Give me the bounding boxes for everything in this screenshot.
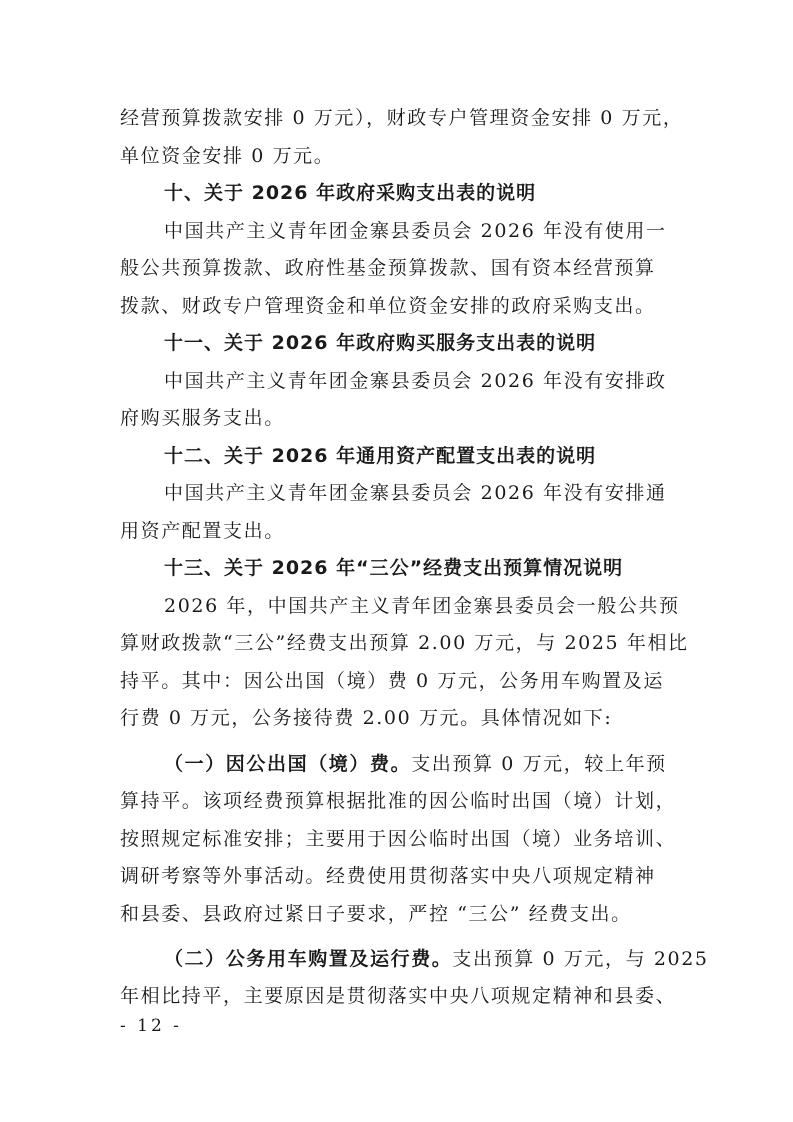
section-heading-10: 十、关于 2026 年政府采购支出表的说明	[164, 182, 537, 204]
body-line: 用资产配置支出。	[120, 520, 285, 542]
body-line: 中国共产主义青年团金寨县委员会 2026 年没有使用一	[164, 220, 667, 242]
body-line: 按照规定标准安排；主要用于因公临时出国（境）业务培训、	[120, 828, 677, 850]
body-line: 中国共产主义青年团金寨县委员会 2026 年没有安排政	[164, 370, 667, 392]
item-1-text: 支出预算 0 万元，较上年预	[411, 753, 667, 775]
item-1-line	[164, 752, 667, 776]
body-line: 算财政拨款“三公”经费支出预算 2.00 万元，与 2025 年相比	[120, 632, 689, 654]
item-2-line	[164, 947, 709, 971]
body-line: 2026 年，中国共产主义青年团金寨县委员会一般公共预	[164, 595, 680, 617]
body-line: 调研考察等外事活动。经费使用贯彻落实中央八项规定精神	[120, 865, 656, 887]
body-line: 年相比持平，主要原因是贯彻落实中央八项规定精神和县委、	[120, 985, 677, 1007]
body-line: 中国共产主义青年团金寨县委员会 2026 年没有安排通	[164, 482, 667, 504]
section-heading-13: 十三、关于 2026 年“三公”经费支出预算情况说明	[164, 557, 624, 579]
body-line: 和县委、县政府过紧日子要求，严控 “三公” 经费支出。	[120, 903, 632, 925]
body-line: 单位资金安排 0 万元。	[120, 145, 335, 167]
body-line: 行费 0 万元，公务接待费 2.00 万元。具体情况如下:	[120, 707, 613, 729]
body-line: 持平。其中：因公出国（境）费 0 万元，公务用车购置及运	[120, 670, 664, 692]
item-2-text: 支出预算 0 万元，与 2025	[452, 948, 709, 970]
section-heading-11: 十一、关于 2026 年政府购买服务支出表的说明	[164, 332, 597, 354]
body-line: 经营预算拨款安排 0 万元），财政专户管理资金安排 0 万元，	[120, 107, 684, 129]
body-line: 拨款、财政专户管理资金和单位资金安排的政府采购支出。	[120, 295, 656, 317]
page-number: - 12 -	[120, 1016, 182, 1036]
body-line: 府购买服务支出。	[120, 407, 285, 429]
item-2-title: （二）公务用车购置及运行费。	[164, 948, 453, 970]
item-1-title: （一）因公出国（境）费。	[164, 753, 412, 775]
body-line: 般公共预算拨款、政府性基金预算拨款、国有资本经营预算	[120, 257, 656, 279]
section-heading-12: 十二、关于 2026 年通用资产配置支出表的说明	[164, 445, 597, 467]
body-line: 算持平。该项经费预算根据批准的因公临时出国（境）计划，	[120, 790, 677, 812]
